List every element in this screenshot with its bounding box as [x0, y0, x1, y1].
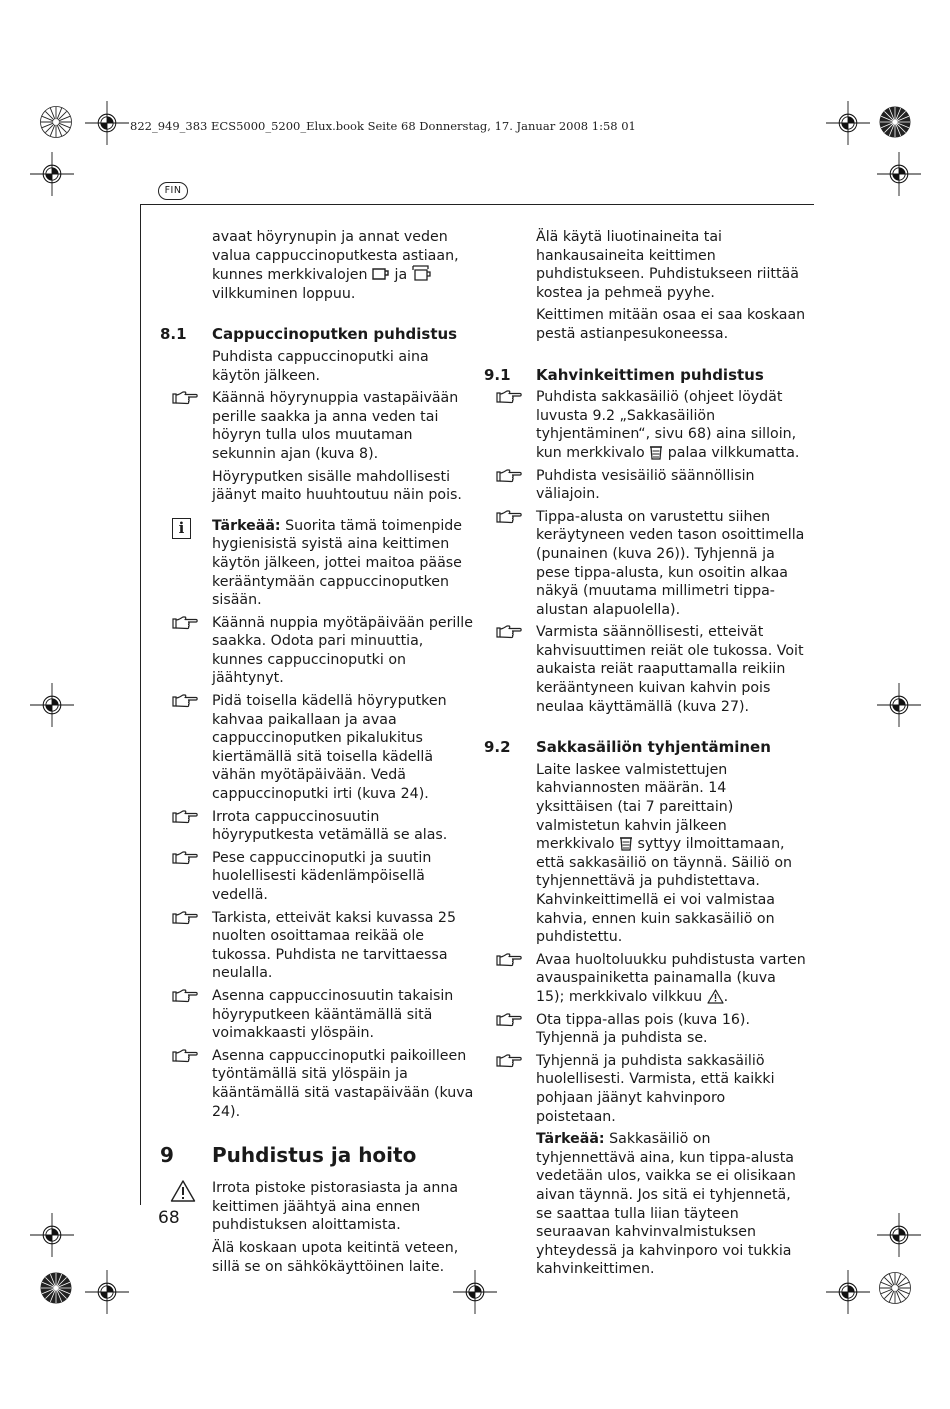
- step-text: Pese cappuccinoputki ja suutin huolellisesti kädenlämpöisellä vedellä.: [212, 849, 432, 903]
- page-number: 68: [158, 1208, 180, 1228]
- step-item: [536, 467, 806, 504]
- section-number: 9.2: [484, 738, 511, 757]
- step-text: Tyhjennä ja puhdista sakkasäiliö huolellisesti. Varmista, että kaikki pohjaan jäänyt kahvinporo poistetaan.: [536, 1052, 775, 1125]
- note-text: Sakkasäiliö on tyhjennettävä aina, kun tippa-alusta vedetään ulos, vaikka se ei olisikaan aivan täynnä. Jos sitä ei tyhjennetä, se saattaa tulla liian täyteen seuraavan kahvinvalmistuksen yhteydessä ja kahvinporo voi tukkia kahvinkeittimen.: [536, 1131, 796, 1278]
- step-text: Tarkista, etteivät kaksi kuvassa 25 nuolten osoittamaa reikää ole tukossa. Puhdista ne tarvittaessa neulalla.: [212, 909, 456, 982]
- step-item: [212, 614, 477, 688]
- section-number: 9.1: [484, 365, 511, 384]
- section-title: Sakkasäiliön tyhjentäminen: [536, 738, 771, 757]
- crosshair-mark-icon: [30, 152, 74, 196]
- step-item: [536, 1052, 806, 1126]
- crosshair-mark-icon: [877, 683, 921, 727]
- step-text: Puhdista vesisäiliö säännöllisin väliajoin.: [536, 467, 755, 503]
- section-9-1-heading: [484, 365, 806, 385]
- top-rule: [140, 204, 814, 205]
- intro-text: vilkkuminen loppuu.: [212, 285, 356, 302]
- pointing-hand-icon: [496, 468, 522, 484]
- pointing-hand-icon: [496, 509, 522, 525]
- crosshair-mark-icon: [30, 1213, 74, 1257]
- pointing-hand-icon: [172, 850, 198, 866]
- crosshair-mark-icon: [877, 152, 921, 196]
- crosshair-mark-icon: [826, 1270, 870, 1314]
- paragraph: Puhdista cappuccinoputki aina käytön jälkeen.: [212, 348, 429, 384]
- section-title: Cappuccinoputken puhdistus: [212, 325, 458, 344]
- step-item: [212, 389, 477, 463]
- starburst-mark-icon: [40, 106, 72, 138]
- chapter-9-heading: [160, 1143, 477, 1168]
- intro-text: ja: [394, 267, 408, 284]
- note-label: Tärkeää:: [536, 1131, 605, 1148]
- info-note: [178, 517, 477, 610]
- pointing-hand-icon: [496, 1053, 522, 1069]
- section-number: 8.1: [160, 325, 187, 344]
- step-item: [212, 987, 477, 1043]
- step-text: Avaa huoltoluukku puhdistusta varten avauspainiketta painamalla (kuva 15); merkkivalo vilkkuu: [536, 951, 806, 1005]
- pointing-hand-icon: [172, 615, 198, 631]
- step-text: Asenna cappuccinosuutin takaisin höyryputkeen kääntämällä sitä voimakkaasti ylöspäin.: [212, 987, 454, 1042]
- step-text: Varmista säännöllisesti, etteivät kahvisuuttimen reiät ole tukossa. Voit aukaista reiät raaputtamalla reikiin kerääntyneen kuivan kahvin pois neulaa käyttämällä (kuva 27).: [536, 624, 804, 715]
- pointing-hand-icon: [172, 809, 198, 825]
- note-label: Tärkeää:: [212, 517, 281, 534]
- step-text: Käännä höyrynuppia vastapäivään perille saakka ja anna veden tai höyryn tulla ulos muutaman sekunnin ajan (kuva 8).: [212, 390, 459, 462]
- pointing-hand-icon: [172, 988, 198, 1004]
- step-item: [536, 388, 806, 462]
- warning-text: Irrota pistoke pistorasiasta ja anna keittimen jäähtyä aina ennen puhdistuksen aloittamista.: [212, 1180, 459, 1234]
- paragraph: Höyryputken sisälle mahdollisesti jäänyt maito huuhtoutuu näin pois.: [212, 468, 462, 504]
- crosshair-mark-icon: [30, 683, 74, 727]
- left-rule: [140, 204, 141, 1205]
- pointing-hand-icon: [496, 1012, 522, 1028]
- grounds-container-icon: [619, 836, 633, 851]
- crosshair-mark-icon: [877, 1213, 921, 1257]
- double-cup-icon: [412, 265, 434, 282]
- step-item: [212, 1047, 477, 1121]
- section-title: Kahvinkeittimen puhdistus: [536, 365, 764, 384]
- step-text: Käännä nuppia myötäpäivään perille saakka. Odota pari minuuttia, kunnes cappuccinoputki on jäähtynyt.: [212, 614, 473, 687]
- paragraph: Keittimen mitään osaa ei saa koskaan pestä astianpesukoneessa.: [536, 307, 806, 342]
- pointing-hand-icon: [172, 910, 198, 926]
- step-text: Ota tippa-allas pois (kuva 16). Tyhjennä ja puhdista se.: [536, 1011, 750, 1047]
- cup-icon: [372, 267, 390, 282]
- important-note: [536, 1130, 806, 1279]
- crosshair-mark-icon: [85, 101, 129, 145]
- step-item: [536, 508, 806, 620]
- right-column: [484, 228, 806, 1283]
- step-item: [536, 951, 806, 1007]
- step-text: palaa vilkkumatta.: [667, 444, 800, 461]
- paragraph-text: syttyy ilmoittamaan, että sakkasäiliö on täynnä. Säiliö on tyhjennettävä ja puhdistettava. Kahvinkeittimellä ei voi valmistaa kahvia, ennen kuin sakkasäiliö on puhdistettu.: [536, 836, 793, 946]
- step-text: Irrota cappuccinosuutin höyryputkesta vetämällä se alas.: [212, 808, 448, 844]
- paragraph: Älä käytä liuotinaineita tai hankausaineita keittimen puhdistukseen. Puhdistukseen riittää kostea ja pehmeä pyyhe.: [536, 229, 799, 301]
- step-text: Asenna cappuccinoputki paikoilleen työntämällä sitä ylöspäin ja kääntämällä sitä vastapäivään (kuva 24).: [212, 1047, 474, 1120]
- step-item: [212, 909, 477, 983]
- starburst-mark-icon: [40, 1272, 72, 1304]
- step-item: [536, 1011, 806, 1048]
- paragraph: [536, 761, 806, 947]
- step-text: Puhdista sakkasäiliö (ohjeet löydät luvusta 9.2 „Sakkasäiliön tyhjentäminen“, sivu 68) aina silloin, kun merkkivalo: [536, 389, 797, 461]
- warning-note: [212, 1179, 477, 1235]
- crosshair-mark-icon: [85, 1270, 129, 1314]
- paragraph: Älä koskaan upota keitintä veteen, sillä se on sähkökäyttöinen laite.: [212, 1239, 459, 1275]
- note-text: Suorita tämä toimenpide hygienisistä syistä aina keittimen käytön jälkeen, jottei maitoa pääse kerääntymään cappuccinoputken sisään.: [212, 517, 463, 609]
- language-badge: FIN: [158, 182, 188, 200]
- pointing-hand-icon: [496, 624, 522, 640]
- chapter-title: Puhdistus ja hoito: [212, 1143, 417, 1168]
- step-text: .: [723, 988, 729, 1005]
- warning-lamp-icon: [707, 989, 724, 1004]
- grounds-container-icon: [649, 445, 663, 460]
- step-item: [212, 692, 477, 804]
- starburst-mark-icon: [879, 106, 911, 138]
- step-text: Tippa-alusta on varustettu siihen keräytyneen veden tason osoittimella (punainen (kuva 26)). Tyhjennä ja pese tippa-alusta, kun osoitin alkaa näkyä (muutama millimetri tippa-alustan alapuolella).: [536, 508, 805, 618]
- step-item: [212, 808, 477, 845]
- pointing-hand-icon: [172, 693, 198, 709]
- info-icon: i: [172, 518, 191, 539]
- pointing-hand-icon: [496, 389, 522, 405]
- crosshair-mark-icon: [826, 101, 870, 145]
- pointing-hand-icon: [172, 390, 198, 406]
- step-item: [212, 849, 477, 905]
- chapter-number: 9: [160, 1143, 174, 1168]
- section-9-2-heading: [484, 738, 806, 757]
- file-header: 822_949_383 ECS5000_5200_Elux.book Seite 68 Donnerstag, 17. Januar 2008 1:58 01: [130, 119, 636, 133]
- intro-text: avaat höyrynupin ja annat veden valua cappuccinoputkesta astiaan, kunnes merkkivalojen: [212, 229, 459, 284]
- warning-triangle-icon: [170, 1179, 196, 1203]
- step-text: Pidä toisella kädellä höyryputken kahvaa paikallaan ja avaa cappuccinoputken pikalukitus kiertämällä sitä toisella kädellä vähän myötäpäivään. Vedä cappuccinoputki irti (kuva 24).: [212, 693, 447, 803]
- pointing-hand-icon: [496, 952, 522, 968]
- paragraph-text: Laite laskee valmistettujen kahviannosten määrän. 14 yksittäisen (tai 7 pareittain) valmistetun kahvin jälkeen merkkivalo: [536, 761, 734, 853]
- pointing-hand-icon: [172, 1048, 198, 1064]
- step-item: [536, 623, 806, 716]
- starburst-mark-icon: [879, 1272, 911, 1304]
- intro-paragraph: [212, 228, 477, 303]
- section-8-1-heading: [160, 325, 477, 344]
